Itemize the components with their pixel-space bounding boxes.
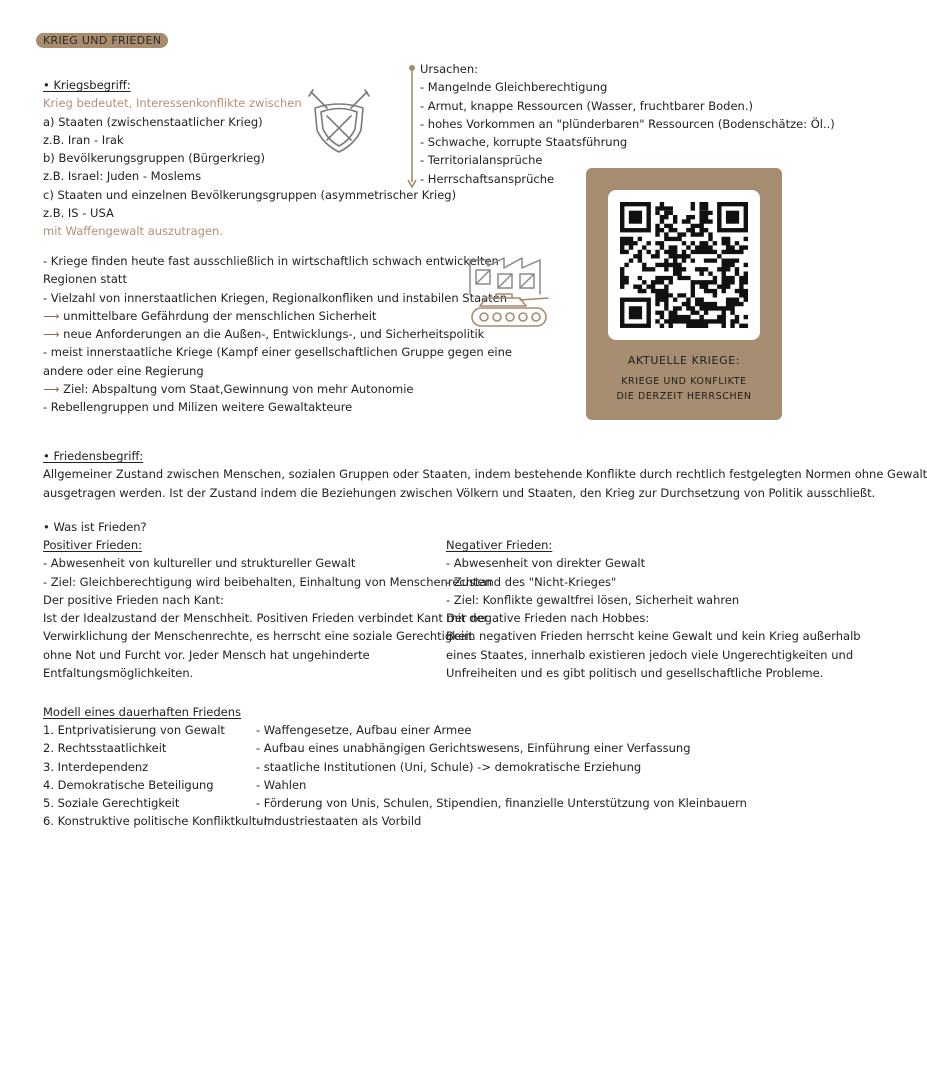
arrow-right-icon: ⟶ [43, 327, 60, 342]
heute-line: - Rebellengruppen und Milizen weitere Gewaltakteure [43, 400, 353, 415]
modell-detail: - Waffengesetze, Aufbau einer Armee [256, 723, 472, 737]
kriegsbegriff-intro: Krieg bedeutet, Interessenkonflikte zwischen [43, 96, 302, 111]
ursachen-item: - hohes Vorkommen an "plünderbaren" Ressourcen (Bodenschätze: Öl..) [420, 116, 835, 131]
qr-caption-line: KRIEGE UND KONFLIKTE [621, 376, 747, 387]
ursachen-item: - Territorialansprüche [420, 153, 543, 168]
arrow-right-icon: ⟶ [43, 308, 60, 323]
kriegsbegriff-line: z.B. IS - USA [43, 206, 114, 221]
negativer-frieden-line: Unfreiheiten und es gibt politisch und gesellschaftliche Probleme. [446, 666, 824, 681]
heute-arrow-line [43, 307, 512, 325]
negativer-frieden-line: Beim negativen Frieden herrscht keine Gewalt und kein Krieg außerhalb [446, 629, 861, 644]
kriegsbegriff-outro: mit Waffengewalt auszutragen. [43, 224, 223, 239]
positiver-frieden-line: Der positive Frieden nach Kant: [43, 592, 224, 607]
kriegsbegriff-line: b) Bevölkerungsgruppen (Bürgerkrieg) [43, 151, 266, 166]
positiver-frieden-line: ohne Not und Furcht vor. Jeder Mensch hat ungehinderte [43, 647, 370, 662]
heute-line: - meist innerstaatliche Kriege (Kampf einer gesellschaftlichen Gruppe gegen eine [43, 345, 512, 360]
friedensbegriff-line: Allgemeiner Zustand zwischen Menschen, sozialen Gruppen oder Staaten, indem bestehende Konflikte durch rechtlich festgelegten Normen ohne Gewalt [43, 467, 927, 482]
modell-item: 6. Konstruktive politische Konfliktkultur [43, 814, 269, 829]
qr-caption-title: AKTUELLE KRIEGE: [627, 354, 741, 367]
qr-card[interactable] [586, 168, 782, 420]
modell-item: 4. Demokratische Beteiligung [43, 777, 214, 792]
heute-line: - Kriege finden heute fast ausschließlich in wirtschaftlich schwach entwickelten [43, 254, 499, 268]
ursachen-heading: Ursachen: [420, 62, 479, 76]
heute-line: - Vielzahl von innerstaatlichen Kriegen, Regionalkonfliken und instabilen Staaten [43, 290, 508, 305]
negativer-frieden-line: - Abwesenheit von direkter Gewalt [446, 556, 646, 571]
positiver-frieden-section [43, 536, 492, 682]
negativer-frieden-line: - Ziel: Konflikte gewaltfrei lösen, Sicherheit wahren [446, 592, 740, 607]
negativer-frieden-heading: Negativer Frieden: [446, 538, 553, 552]
heute-line: Regionen statt [43, 272, 127, 287]
modell-detail: - Wahlen [256, 777, 307, 792]
kriege-heute-section [43, 252, 512, 417]
heute-arrow-text: unmittelbare Gefährdung der menschlichen Sicherheit [63, 308, 377, 323]
negativer-frieden-line: - Zustand des "Nicht-Krieges" [446, 574, 617, 589]
modell-heading [43, 703, 241, 721]
page-title [36, 29, 168, 48]
tank-factory-icon [466, 254, 552, 336]
kriegsbegriff-line: c) Staaten und einzelnen Bevölkerungsgruppen (asymmetrischer Krieg) [43, 187, 457, 202]
modell-item: 2. Rechtsstaatlichkeit [43, 741, 167, 756]
modell-heading-text: Modell eines dauerhaften Friedens [43, 705, 242, 719]
modell-detail: - Aufbau eines unabhängigen Gerichtswesens, Einführung einer Verfassung [256, 741, 691, 756]
kriegsbegriff-line: z.B. Israel: Juden - Moslems [43, 169, 202, 184]
heute-line: andere oder eine Regierung [43, 363, 204, 378]
ursachen-item: - Schwache, korrupte Staatsführung [420, 135, 628, 150]
ursachen-item: - Herrschaftsansprüche [420, 171, 555, 186]
positiver-frieden-line: Verwirklichung der Menschenrechte, es herrscht eine soziale Gerechtigkeit [43, 629, 474, 644]
qr-code-icon[interactable] [620, 202, 748, 328]
modell-item: 1. Entprivatisierung von Gewalt [43, 723, 225, 737]
positiver-frieden-line: Entfaltungsmöglichkeiten. [43, 666, 194, 681]
heute-arrow-text: neue Anforderungen an die Außen-, Entwicklungs-, und Sicherheitspolitik [63, 327, 485, 342]
negativer-frieden-line: Der negative Frieden nach Hobbes: [446, 611, 650, 626]
modell-list-right [256, 721, 747, 831]
title-highlight: KRIEG UND FRIEDEN [36, 33, 168, 48]
positiver-frieden-line: - Ziel: Gleichberechtigung wird beibehalten, Einhaltung von Menschenrechten [43, 574, 492, 589]
negativer-frieden-line: eines Staates, innerhalb existieren jedoch viele Ungerechtigkeiten und [446, 647, 854, 662]
modell-item: 5. Soziale Gerechtigkeit [43, 796, 180, 811]
qr-code-frame [608, 190, 760, 340]
kriegsbegriff-section [43, 76, 456, 241]
modell-detail: - Förderung von Unis, Schulen, Stipendien, finanzielle Unterstützung von Kleinbauern [256, 796, 747, 811]
kriegsbegriff-line: a) Staaten (zwischenstaatlicher Krieg) [43, 114, 263, 129]
friedensbegriff-section [43, 447, 927, 502]
arrow-right-icon: ⟶ [43, 382, 60, 397]
friedensbegriff-heading: • Friedensbegriff: [43, 449, 144, 463]
ursachen-timeline [406, 64, 418, 190]
positiver-frieden-heading: Positiver Frieden: [43, 538, 143, 552]
ursachen-item: - Mangelnde Gleichberechtigung [420, 80, 608, 95]
heute-arrow-line [43, 325, 512, 343]
friedensbegriff-line: ausgetragen werden. Ist der Zustand indem die Beziehungen zwischen Völkern und Staaten, den Krieg zur Durchsetzung von Politik ausschließt. [43, 485, 876, 500]
shield-swords-icon [301, 86, 377, 158]
kriegsbegriff-heading: • Kriegsbegriff: [43, 78, 131, 92]
heute-arrow-text: Ziel: Abspaltung vom Staat,Gewinnung von mehr Autonomie [63, 382, 414, 397]
modell-detail: - Industriestaaten als Vorbild [256, 814, 422, 829]
positiver-frieden-line: Ist der Idealzustand der Menschheit. Positiven Frieden verbindet Kant mit der [43, 611, 489, 626]
kriegsbegriff-line: z.B. Iran - Irak [43, 132, 124, 147]
modell-detail: - staatliche Institutionen (Uni, Schule) -> demokratische Erziehung [256, 759, 642, 774]
modell-item: 3. Interdependenz [43, 759, 149, 774]
positiver-frieden-line: - Abwesenheit von kultureller und struktureller Gewalt [43, 556, 356, 571]
qr-caption-line: DIE DERZEIT HERRSCHEN [616, 391, 752, 402]
was-ist-frieden-heading: • Was ist Frieden? [43, 520, 147, 534]
negativer-frieden-section [446, 536, 861, 682]
modell-list-left [43, 721, 268, 831]
heute-arrow-line [43, 380, 512, 398]
ursachen-item: - Armut, knappe Ressourcen (Wasser, fruchtbarer Boden.) [420, 98, 753, 113]
